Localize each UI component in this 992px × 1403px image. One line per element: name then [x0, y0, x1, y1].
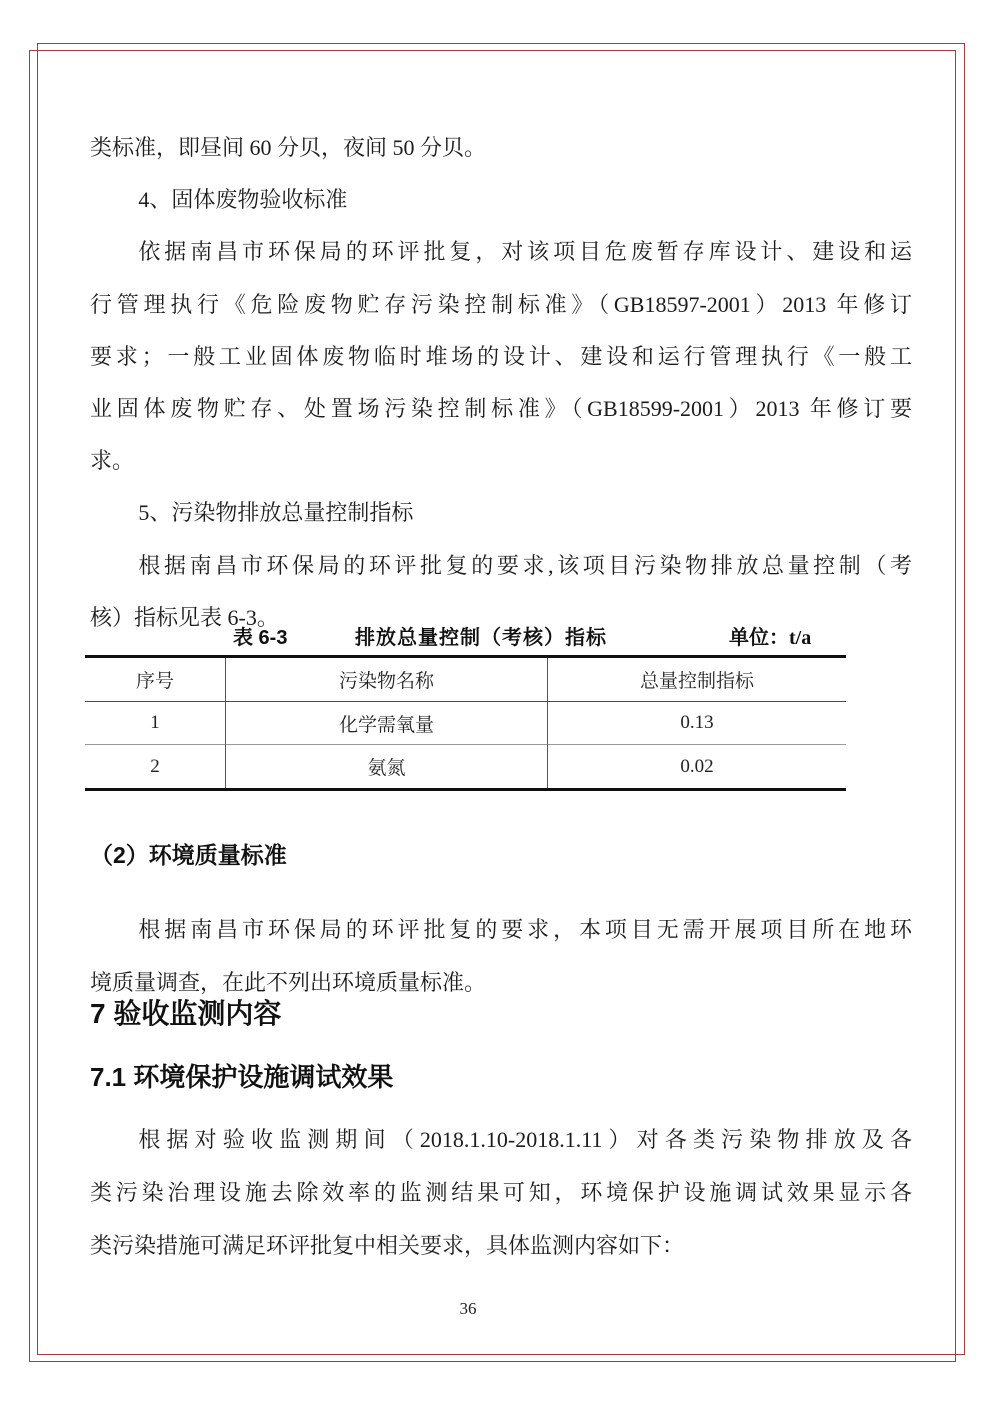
section-heading-7-1: 7.1 环境保护设施调试效果	[90, 1062, 394, 1092]
paragraph-line: 根据南昌市环保局的环评批复的要求，本项目无需开展项目所在地环	[138, 917, 912, 942]
paragraph-line: 类标准，即昼间 60 分贝，夜间 50 分贝。	[90, 135, 487, 160]
body-text-block-1	[90, 122, 912, 644]
chapter-heading-7: 7 验收监测内容	[90, 998, 282, 1029]
list-item-heading: 4、固体废物验收标准	[138, 187, 348, 213]
page-number: 36	[459, 1299, 477, 1318]
table-cell-row1-limit: 0.13	[548, 702, 846, 745]
table-header-limit: 总量控制指标	[548, 658, 846, 702]
table-caption-unit: 单位：t/a	[729, 627, 812, 649]
table-caption	[85, 622, 846, 655]
paragraph-line: 业固体废物贮存、处置场污染控制标准》（GB18599-2001）2013 年修订要	[90, 395, 912, 421]
paragraph-line: 求。	[90, 448, 135, 474]
list-item-heading: 5、污染物排放总量控制指标	[138, 500, 414, 526]
table-cell-row1-index: 1	[85, 702, 226, 745]
table-caption-title: 排放总量控制（考核）指标	[355, 627, 607, 649]
paragraph-line: 类污染治理设施去除效率的监测结果可知，环境保护设施调试效果显示各	[90, 1180, 912, 1205]
paragraph-line: 根据对验收监测期间（2018.1.10-2018.1.11）对各类污染物排放及各	[138, 1127, 912, 1152]
emission-control-table	[85, 655, 846, 791]
paragraph-line: 核）指标见表 6-3。	[90, 604, 279, 630]
table-cell-row2-limit: 0.02	[680, 755, 714, 777]
paragraph-line: 类污染措施可满足环评批复中相关要求，具体监测内容如下：	[90, 1233, 685, 1258]
table-header-pollutant: 污染物名称	[226, 658, 548, 702]
paragraph-line: 要求；一般工业固体废物临时堆场的设计、建设和运行管理执行《一般工	[90, 343, 912, 369]
table-cell-row1-pollutant: 化学需氧量	[226, 702, 548, 745]
table-cell-row2-index: 2	[85, 745, 226, 788]
table-caption-label: 表 6-3	[233, 627, 288, 649]
table-header-index: 序号	[85, 658, 226, 702]
paragraph-line: 境质量调查，在此不列出环境质量标准。	[90, 970, 487, 995]
paragraph-line: 根据南昌市环保局的环评批复的要求,该项目污染物排放总量控制（考	[138, 552, 912, 578]
body-text-block-3	[90, 1113, 912, 1272]
paragraph-line: 行管理执行《危险废物贮存污染控制标准》（GB18597-2001）2013 年修订	[90, 291, 912, 317]
paragraph-line: 依据南昌市环保局的环评批复，对该项目危废暂存库设计、建设和运	[138, 239, 912, 265]
table-cell-row2-pollutant: 氨氮	[226, 745, 548, 788]
subheading-env-quality: （2）环境质量标准	[90, 842, 287, 868]
